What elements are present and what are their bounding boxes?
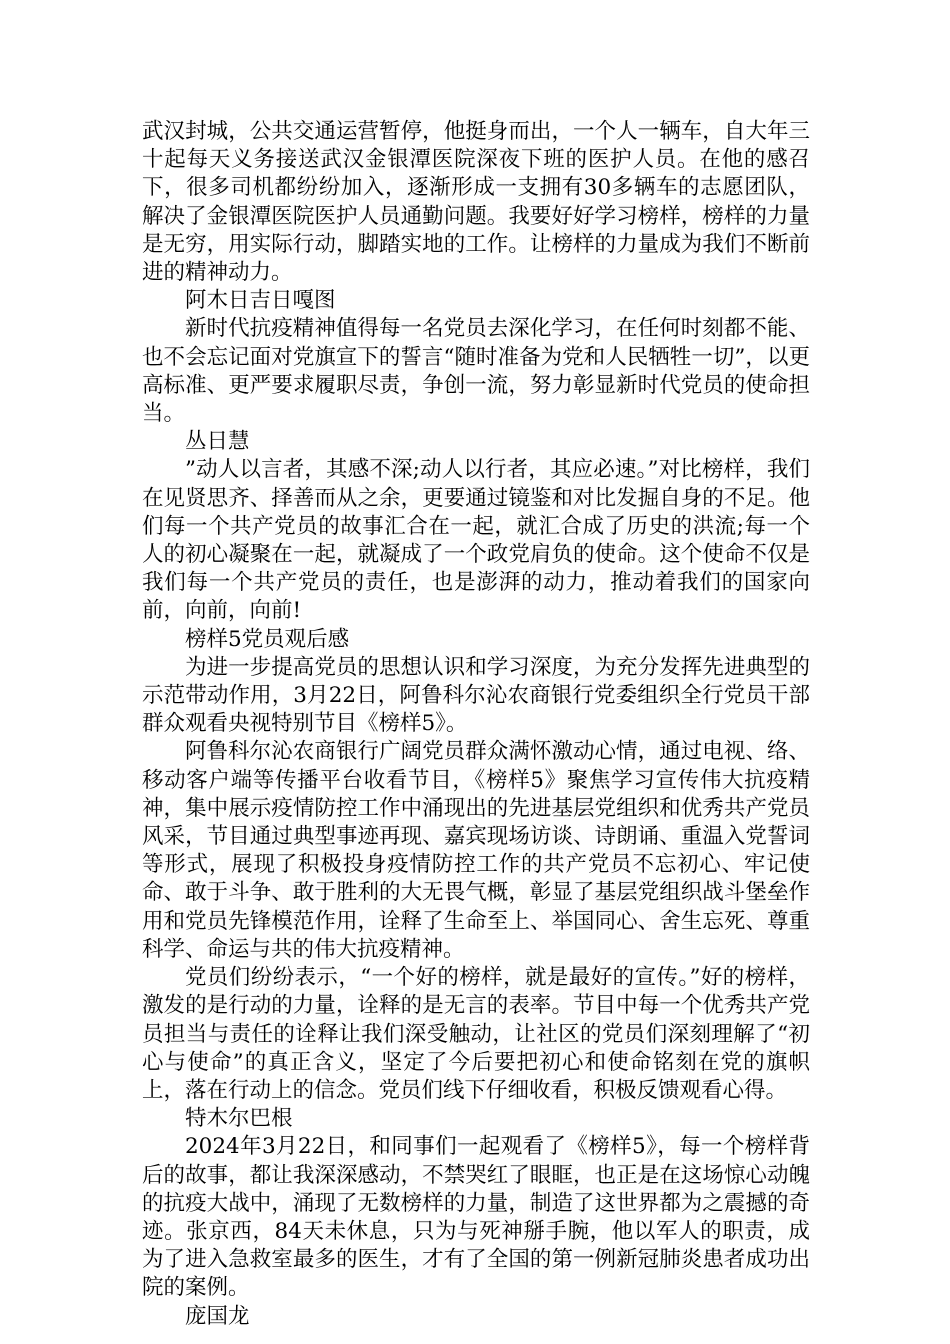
paragraph: ”动人以言者，其感不深;动人以行者，其应必速。”对比榜样，我们在见贤思齐、择善而从之余，更要通过镜鉴和对比发掘自身的不足。他们每一个共产党员的故事汇合在一起，就汇合成了历史的洪流;每一个人的初心凝聚在一起，就凝成了一个政党肩负的使命。这个使命不仅是我们每一个共产党员的责任，也是澎湃的动力，推动着我们的国家向前，向前，向前! — [142, 457, 810, 624]
paragraph: 阿鲁科尔沁农商银行广阔党员群众满怀激动心情，通过电视、络、移动客户端等传播平台收看节目，《榜样5》聚焦学习宣传伟大抗疫精神，集中展示疫情防控工作中涌现出的先进基层党组织和优秀共产党员风采，节目通过典型事迹再现、嘉宾现场访谈、诗朗诵、重温入党誓词等形式，展现了积极投身疫情防控工作的共产党员不忘初心、牢记使命、敢于斗争、敢于胜利的大无畏气概，彰显了基层党组织战斗堡垒作用和党员先锋模范作用，诠释了生命至上、举国同心、舍生忘死、尊重科学、命运与共的伟大抗疫精神。 — [142, 739, 810, 962]
document-page — [142, 118, 810, 1331]
author-name: 阿木日吉日嘎图 — [185, 288, 336, 314]
paragraph-continuation: 武汉封城，公共交通运营暂停，他挺身而出，一个人一辆车，自大年三十起每天义务接送武汉金银潭医院深夜下班的医护人员。在他的感召下，很多司机都纷纷加入，逐渐形成一支拥有30多辆车的志愿团队，解决了金银潭医院医护人员通勤问题。我要好好学习榜样，榜样的力量是无穷，用实际行动，脚踏实地的工作。让榜样的力量成为我们不断前进的精神动力。 — [142, 119, 810, 286]
author-name: 丛日慧 — [185, 429, 250, 455]
author-name: 庞国龙 — [185, 1303, 250, 1329]
section-heading: 榜样5党员观后感 — [185, 626, 350, 652]
paragraph: 2024年3月22日，和同事们一起观看了《榜样5》，每一个榜样背后的故事，都让我深深感动，不禁哭红了眼眶，也正是在这场惊心动魄的抗疫大战中，涌现了无数榜样的力量，制造了这世界都为之震撼的奇迹。张京西，84天未休息，只为与死神掰手腕，他以军人的职责，成为了进入急救室最多的医生，才有了全国的第一例新冠肺炎患者成功出院的案例。 — [142, 1134, 810, 1301]
paragraph: 党员们纷纷表示，“一个好的榜样，就是最好的宣传。”好的榜样，激发的是行动的力量，诠释的是无言的表率。节目中每一个优秀共产党员担当与责任的诠释让我们深受触动，让社区的党员们深刻理解了“初心与使命”的真正含义，坚定了今后要把初心和使命铭刻在党的旗帜上，落在行动上的信念。党员们线下仔细收看，积极反馈观看心得。 — [142, 965, 810, 1103]
paragraph: 为进一步提高党员的思想认识和学习深度，为充分发挥先进典型的示范带动作用，3月22日，阿鲁科尔沁农商银行党委组织全行党员干部群众观看央视特别节目《榜样5》。 — [142, 654, 810, 737]
paragraph: 新时代抗疫精神值得每一名党员去深化学习，在任何时刻都不能、也不会忘记面对党旗宣下的誓言“随时准备为党和人民牺牲一切”，以更高标准、更严要求履职尽责，争创一流，努力彰显新时代党员的使命担当。 — [142, 316, 810, 427]
author-name: 特木尔巴根 — [185, 1106, 293, 1132]
